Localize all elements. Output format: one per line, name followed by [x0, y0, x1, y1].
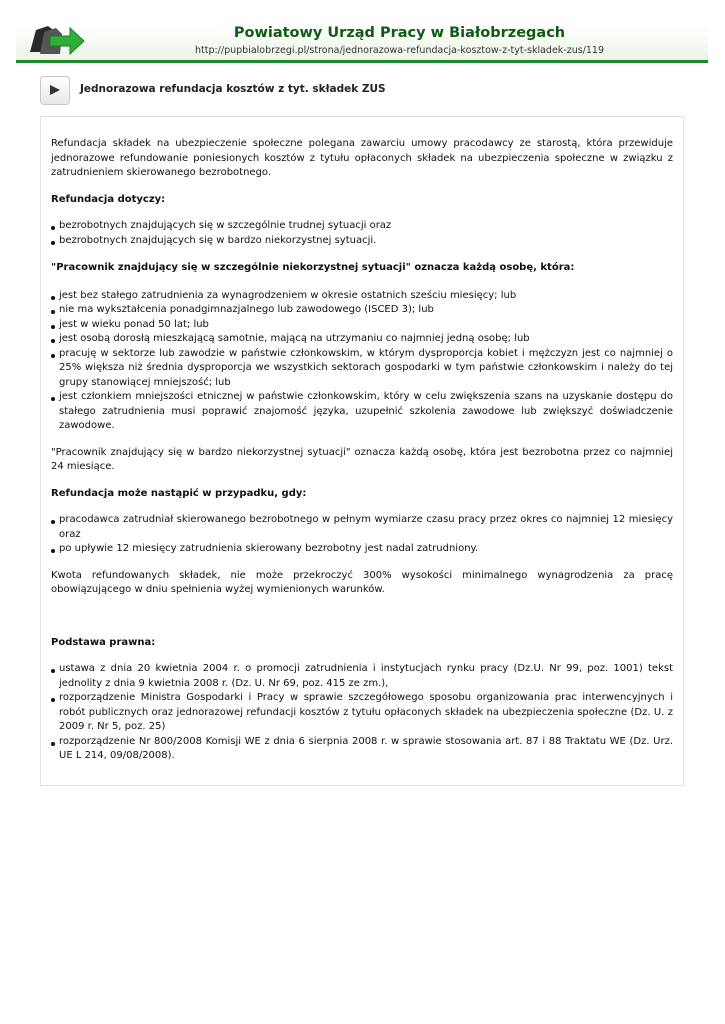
article-content: [40, 116, 684, 786]
play-arrow-icon: [49, 84, 61, 96]
list-item: bezrobotnych znajdujących się w szczególnie trudnej sytuacji oraz: [51, 219, 673, 234]
section-heading-legal-basis: Podstawa prawna:: [51, 636, 156, 648]
list-item: jest członkiem mniejszości etnicznej w państwie członkowskim, który w celu zwiększenia szans na uzyskanie dostępu do stałego zatrudnienia musi poprawić znajomość języka, uzupełnić szkolenia zawodowe lub zwiększyć doświadczenie zawodowe.: [51, 390, 673, 434]
list-item: rozporządzenie Ministra Gospodarki i Pracy w sprawie szczegółowego sposobu organizowania prac interwencyjnych i robót publicznych oraz jednorazowej refundacji kosztów z tytułu opłaconych składek na ubezpieczenia społeczne (Dz. U. z 2009 r. Nr 5, poz. 25): [51, 691, 673, 735]
list-item: jest osobą dorosłą mieszkającą samotnie, mającą na utrzymaniu co najmniej jedną osobę; lub: [51, 332, 673, 347]
list-disadvantaged: [51, 289, 673, 434]
list-refund-applies: [51, 219, 673, 248]
list-item: jest bez stałego zatrudnienia za wynagrodzeniem w okresie ostatnich sześciu miesięcy; lub: [51, 289, 673, 304]
list-item: ustawa z dnia 20 kwietnia 2004 r. o promocji zatrudnienia i instytucjach rynku pracy (Dz.U. Nr 99, poz. 1001) tekst jednolity z dnia 9 kwietnia 2008 r. (Dz. U. Nr 69, poz. 415 ze zm.),: [51, 662, 673, 691]
site-header: [16, 18, 708, 63]
section-heading-refund-applies: Refundacja dotyczy:: [51, 193, 166, 205]
list-item: po upływie 12 miesięcy zatrudnienia skierowany bezrobotny jest nadal zatrudniony.: [51, 542, 673, 557]
page-title: Jednorazowa refundacja kosztów z tyt. składek ZUS: [80, 83, 386, 95]
very-disadvantaged-paragraph: "Pracownik znajdujący się w bardzo niekorzystnej sytuacji" oznacza każdą osobę, która jest bezrobotna przez co najmniej 24 miesiące.: [51, 446, 673, 472]
section-heading-disadvantaged: "Pracownik znajdujący się w szczególnie niekorzystnej sytuacji" oznacza każdą osobę, która:: [51, 262, 575, 273]
list-item: rozporządzenie Nr 800/2008 Komisji WE z dnia 6 sierpnia 2008 r. w sprawie stosowania art. 87 i 88 Traktatu WE (Dz. Urz. UE L 214, 09/08/2008).: [51, 735, 673, 764]
list-item: pracodawca zatrudniał skierowanego bezrobotnego w pełnym wymiarze czasu pracy przez okres co najmniej 12 miesięcy oraz: [51, 513, 673, 542]
list-legal-basis: [51, 662, 673, 764]
refund-amount-paragraph: Kwota refundowanych składek, nie może przekroczyć 300% wysokości minimalnego wynagrodzenia za pracę obowiązującego w dniu spełnienia wyżej wymienionych warunków.: [51, 569, 673, 595]
list-item: nie ma wykształcenia ponadgimnazjalnego lub zawodowego (ISCED 3); lub: [51, 303, 673, 318]
section-heading-conditions: Refundacja może nastąpić w przypadku, gdy:: [51, 487, 307, 499]
intro-paragraph: Refundacja składek na ubezpieczenie społeczne polegana zawarciu umowy pracodawcy ze starostą, która przewiduje jednorazowe refundowanie poniesionych kosztów z tytułu opłaconych składek na ubezpieczenia społeczne w związku z zatrudnieniem skierowanego bezrobotnego.: [51, 138, 673, 178]
site-title: Powiatowy Urząd Pracy w Białobrzegach: [233, 25, 566, 41]
list-item: jest w wieku ponad 50 lat; lub: [51, 318, 673, 333]
list-item: bezrobotnych znajdujących się w bardzo niekorzystnej sytuacji.: [51, 234, 673, 249]
site-url[interactable]: http://pupbialobrzegi.pl/strona/jednorazowa-refundacja-kosztow-z-tyt-skladek-zus/119: [194, 45, 605, 56]
arrow-button[interactable]: [40, 76, 70, 105]
list-conditions: [51, 513, 673, 557]
article-title-row: [40, 76, 680, 106]
list-item: pracuję w sektorze lub zawodzie w państwie członkowskim, w którym dysproporcja kobiet i mężczyzn jest co najmniej o 25% większa niż średnia dysproporcja we wszystkich sektorach gospodarki w tym państwie członkowskim i należy do tej grupy stanowiącej mniejszość; lub: [51, 347, 673, 391]
